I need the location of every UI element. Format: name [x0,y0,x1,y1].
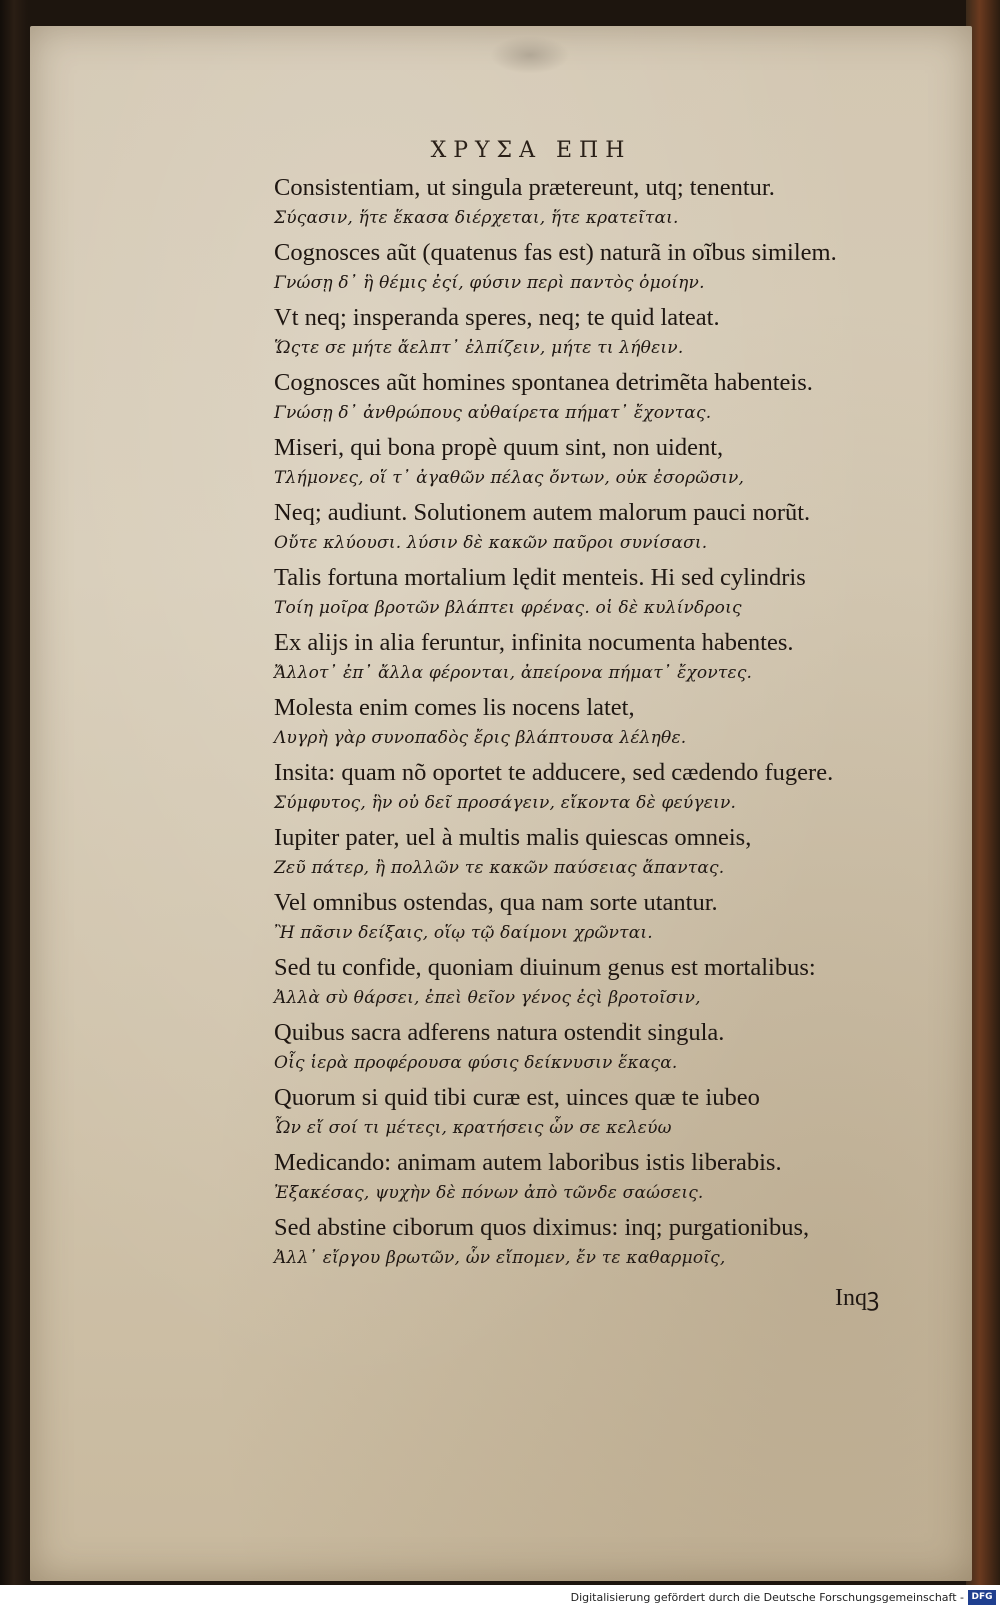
verse-line-latin: Iupiter pater, uel à multis malis quiescas omneis, [274,824,752,851]
digitization-footer [0,1585,1000,1612]
verse-text-block [274,172,954,1277]
verse-line-latin: Neq; audiunt. Solutionem autem malorum pauci norũt. [274,499,811,526]
verse-line-greek: Ὧν εἴ σοί τι μέτεςι, κρατήσεις ὧν σε κελεύω [274,1118,672,1138]
running-head: ΧΡΥΣΑ ΕΠΗ [430,138,632,163]
verse-line-greek: Σύμφυτος, ἣν οὐ δεῖ προσάγειν, εἴκοντα δὲ φεύγειν. [274,793,737,813]
verse-line-latin: Sed tu confide, quoniam diuinum genus est mortalibus: [274,954,816,981]
verse-line-greek: Ζεῦ πάτερ, ἢ πολλῶν τε κακῶν παύσειας ἅπαντας. [274,858,725,878]
verse-line-latin: Talis fortuna mortalium lędit menteis. Hi sed cylindris [274,564,806,591]
book-page [30,26,972,1581]
verse-line-greek: Γνώσῃ δ᾽ ἣ θέμις ἐςί, φύσιν περὶ παντὸς ὁμοίην. [274,273,705,293]
verse-line-latin: Cognosces aũt homines spontanea detrimẽta habenteis. [274,369,813,396]
verse-line-greek: Ἄλλοτ᾽ ἐπ᾽ ἄλλα φέρονται, ἀπείρονα πήματ᾽ ἔχοντες. [274,663,753,683]
verse-line-greek: Ἐξακέσας, ψυχὴν δὲ πόνων ἀπὸ τῶνδε σαώσεις. [274,1183,704,1203]
verse-line-greek: Ὥςτε σε μήτε ἄελπτ᾽ ἐλπίζειν, μήτε τι λήθειν. [274,338,684,358]
verse-line-latin: Quorum si quid tibi curæ est, uinces quæ te iubeo [274,1084,760,1111]
verse-line-greek: Λυγρὴ γὰρ συνοπαδὸς ἔρις βλάπτουσα λέληθε. [274,728,687,748]
verse-line-greek: Ἢ πᾶσιν δείξαις, οἵῳ τῷ δαίμονι χρῶνται. [274,923,653,943]
verse-line-greek: Τλήμονες, οἵ τ᾽ ἀγαθῶν πέλας ὄντων, οὐκ ἐσορῶσιν, [274,468,745,488]
verse-line-greek: Οὔτε κλύουσι. λύσιν δὲ κακῶν παῦροι συνίσασι. [274,533,708,553]
catchword: Inqꝫ [835,1285,880,1311]
verse-line-latin: Sed abstine ciborum quos diximus: inq; purgationibus, [274,1214,810,1241]
page-stain [490,36,570,74]
verse-line-greek: Ἀλλ᾽ εἴργου βρωτῶν, ὧν εἴπομεν, ἔν τε καθαρμοῖς, [274,1248,726,1268]
verse-line-greek: Οἷς ἱερὰ προφέρουσα φύσις δείκνυσιν ἕκαςα. [274,1053,678,1073]
verse-line-latin: Ex alijs in alia feruntur, infinita nocumenta habentes. [274,629,794,656]
verse-line-latin: Vt neq; insperanda speres, neq; te quid lateat. [274,304,720,331]
verse-line-latin: Molesta enim comes lis nocens latet, [274,694,635,721]
verse-line-greek: Γνώσῃ δ᾽ ἀνθρώπους αὐθαίρετα πήματ᾽ ἔχοντας. [274,403,712,423]
verse-line-latin: Consistentiam, ut singula prætereunt, utq; tenentur. [274,174,775,201]
verse-line-greek: Τοίη μοῖρα βροτῶν βλάπτει φρένας. οἱ δὲ κυλίνδροις [274,598,742,618]
verse-line-latin: Quibus sacra adferens natura ostendit singula. [274,1019,725,1046]
verse-line-greek: Σύςασιν, ἥτε ἕκασα διέρχεται, ἥτε κρατεῖται. [274,208,679,228]
verse-line-latin: Miseri, qui bona propè quum sint, non uident, [274,434,724,461]
verse-line-latin: Vel omnibus ostendas, qua nam sorte utantur. [274,889,718,916]
verse-line-greek: Ἀλλὰ σὺ θάρσει, ἐπεὶ θεῖον γένος ἐςὶ βροτοῖσιν, [274,988,701,1008]
verse-line-latin: Medicando: animam autem laboribus istis liberabis. [274,1149,782,1176]
funding-credit: Digitalisierung gefördert durch die Deutsche Forschungsgemeinschaft - [570,1591,964,1604]
verse-line-latin: Cognosces aũt (quatenus fas est) naturã in oĩbus similem. [274,239,837,266]
verse-line-latin: Insita: quam nõ oportet te adducere, sed cædendo fugere. [274,759,834,786]
dfg-logo-icon: DFG [968,1590,996,1605]
